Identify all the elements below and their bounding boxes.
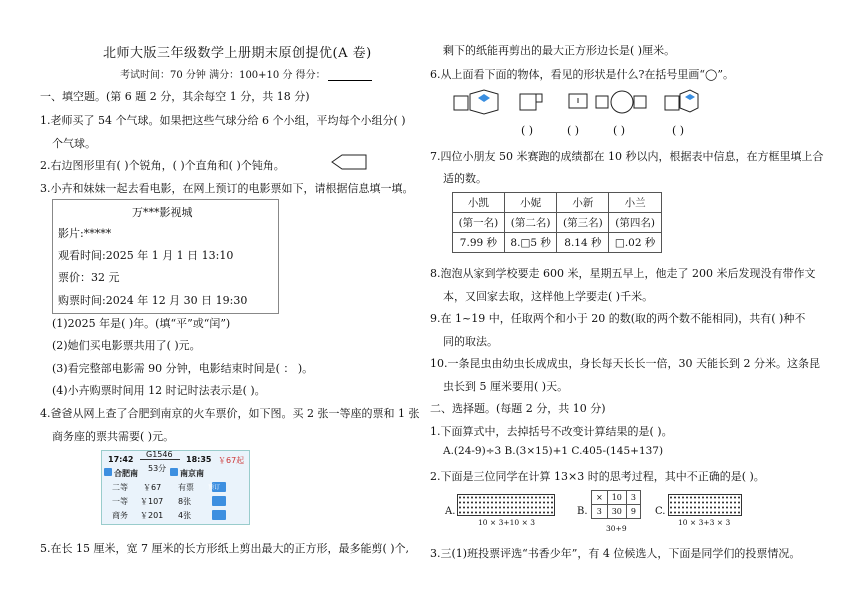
q7-rank-2: (第二名) [504, 213, 557, 233]
arrive-station-icon [170, 468, 178, 476]
q7-rank-1: (第一名) [453, 213, 505, 233]
q7-rank-4: (第四名) [609, 213, 662, 233]
train-arrow-line [140, 459, 180, 460]
q3-sub1: (1)2025 年是( )年。(填“平”或“闰”) [52, 317, 231, 330]
q7-table [452, 192, 662, 253]
s2q2-option-b-grid [591, 490, 641, 519]
grid-cell-op: × [592, 491, 608, 505]
page-title: 北师大版三年级数学上册期末原创提优(A 卷) [103, 46, 372, 61]
book-button-3[interactable] [212, 510, 226, 520]
seat-price-2: ￥107 [140, 497, 164, 506]
train-depart: 17:42 [108, 455, 134, 464]
depart-station-icon [104, 468, 112, 476]
seat-class-3: 商务 [112, 511, 128, 520]
q7-row-names [453, 193, 662, 213]
seat-price-3: ￥201 [140, 511, 164, 520]
grid-cell-10: 10 [607, 491, 626, 505]
exam-info [120, 66, 372, 81]
q6-blank-3[interactable]: ( ) [613, 124, 626, 137]
q6-text: 6.从上面看下面的物体，看见的形状是什么?在括号里画“◯”。 [430, 68, 734, 81]
s2q2-option-b-caption: 30+9 [606, 524, 627, 533]
s2q2-option-c-dots [668, 494, 742, 516]
book-label-1: 预订 [208, 484, 221, 491]
train-arrive: 18:35 [186, 455, 212, 464]
q7-name-3: 小新 [557, 193, 609, 213]
section1-heading: 一、填空题。(第 6 题 2 分，其余每空 1 分，共 18 分) [40, 90, 310, 103]
q7-line1: 7.四位小朋友 50 米赛跑的成绩都在 10 秒以内，根据表中信息，在方框里填上合 [430, 150, 824, 163]
train-from: 合肥南 [114, 469, 138, 478]
s2q2-option-a-caption: 10 × 3+10 × 3 [478, 518, 536, 527]
s2q3-text: 3.三(1)班投票评选“书香少年”，有 4 位候选人，下面是同学们的投票情况。 [430, 547, 801, 560]
ticket-price: 票价：32 元 [58, 271, 120, 284]
q8-line1: 8.泡泡从家到学校要走 600 米，星期五早上，他走了 200 米后发现没有带作文 [430, 267, 816, 280]
seat-class-1: 二等 [112, 483, 128, 492]
s2q2-option-c-label: C. [655, 506, 666, 517]
s2q2-option-a-dots [457, 494, 555, 516]
section2-heading: 二、选择题。(每题 2 分，共 10 分) [430, 402, 606, 415]
exam-info-text: 考试时间：70 分钟 满分：100+10 分 得分： [120, 70, 326, 81]
seat-price-1: ￥67 [143, 483, 162, 492]
q7-name-1: 小凯 [453, 193, 505, 213]
q1-line2: 个气球。 [52, 137, 96, 150]
ticket-cinema: 万***影视城 [132, 206, 193, 219]
q3-sub4: (4)小卉购票时间用 12 时记时法表示是( )。 [52, 384, 266, 397]
ticket-film: 影片:***** [58, 227, 112, 240]
book-button-2[interactable] [212, 496, 226, 506]
score-blank [328, 70, 372, 81]
ticket-purchase-time: 购票时间:2024 年 12 月 30 日 19:30 [58, 294, 248, 307]
seat-avail-3: 4张 [178, 511, 192, 520]
q7-row-ranks [453, 213, 662, 233]
q7-time-4[interactable]: □.02 秒 [609, 233, 662, 253]
q7-name-4: 小兰 [609, 193, 662, 213]
train-price-from: ￥67起 [218, 456, 245, 465]
q3-sub3: (3)看完整部电影需 90 分钟，电影结束时间是( ： )。 [52, 362, 314, 375]
q2-text: 2.右边图形里有( )个锐角，( )个直角和( )个钝角。 [40, 159, 285, 172]
q4-line2: 商务座的票共需要( )元。 [52, 430, 175, 443]
q9-line2: 同的取法。 [443, 335, 498, 348]
q7-time-1: 7.99 秒 [453, 233, 505, 253]
q6-objects-figure [452, 88, 712, 118]
q10-line1: 10.一条昆虫由幼虫长成成虫，身长每天长长一倍，30 天能长到 2 分米。这条昆 [430, 357, 820, 370]
s2q2-option-b-label: B. [577, 506, 588, 517]
q3-sub2: (2)她们买电影票共用了( )元。 [52, 339, 201, 352]
q6-blank-4[interactable]: ( ) [672, 124, 685, 137]
q10-line2: 虫长到 5 厘米要用( )天。 [443, 380, 569, 393]
train-number: G1546 [146, 450, 173, 459]
grid-cell-3v: 3 [592, 505, 608, 519]
s2q1-text: 1.下面算式中，去掉括号不改变计算结果的是( )。 [430, 425, 673, 438]
s2q2-text: 2.下面是三位同学在计算 13×3 时的思考过程，其中不正确的是( )。 [430, 470, 765, 483]
train-duration: 53分 [148, 464, 167, 473]
s2q1-options: A.(24-9)÷3 B.(3×15)+1 C.405-(145+137) [443, 445, 664, 457]
grid-cell-3h: 3 [626, 491, 640, 505]
q3-text: 3.小卉和妹妹一起去看电影，在网上预订的电影票如下，请根据信息填一填。 [40, 182, 414, 195]
q7-line2: 适的数。 [443, 172, 487, 185]
seat-avail-1: 有票 [178, 483, 194, 492]
q4-line1: 4.爸爸从网上查了合肥到南京的火车票价，如下图。买 2 张一等座的票和 1 张 [40, 407, 420, 420]
q2-shape-figure [330, 153, 370, 171]
grid-cell-30: 30 [607, 505, 626, 519]
grid-cell-9: 9 [626, 505, 640, 519]
s2q2-option-a-label: A. [445, 506, 456, 517]
q7-name-2: 小妮 [504, 193, 557, 213]
q6-blank-1[interactable]: ( ) [521, 124, 534, 137]
q7-time-3: 8.14 秒 [557, 233, 609, 253]
seat-class-2: 一等 [112, 497, 128, 506]
ticket-watch-time: 观看时间:2025 年 1 月 1 日 13:10 [58, 249, 234, 262]
q5-continued: 剩下的纸能再剪出的最大正方形边长是( )厘米。 [443, 44, 676, 57]
q7-time-2[interactable]: 8.□5 秒 [504, 233, 557, 253]
q8-line2: 本，又回家去取，这样他上学要走( )千米。 [443, 290, 654, 303]
q7-rank-3: (第三名) [557, 213, 609, 233]
q9-line1: 9.在 1~19 中，任取两个和小于 20 的数(取的两个数不能相同)，共有( )种不 [430, 312, 806, 325]
q5-text: 5.在长 15 厘米，宽 7 厘米的长方形纸上剪出最大的正方形，最多能剪( )个, [40, 542, 410, 555]
seat-avail-2: 8张 [178, 497, 192, 506]
s2q2-option-c-caption: 10 × 3+3 × 3 [678, 518, 731, 527]
q7-row-times [453, 233, 662, 253]
train-to: 南京南 [180, 469, 204, 478]
q6-blank-2[interactable]: ( ) [567, 124, 580, 137]
q1-line1: 1.老师买了 54 个气球。如果把这些气球分给 6 个小组，平均每个小组分( ) [40, 114, 406, 127]
